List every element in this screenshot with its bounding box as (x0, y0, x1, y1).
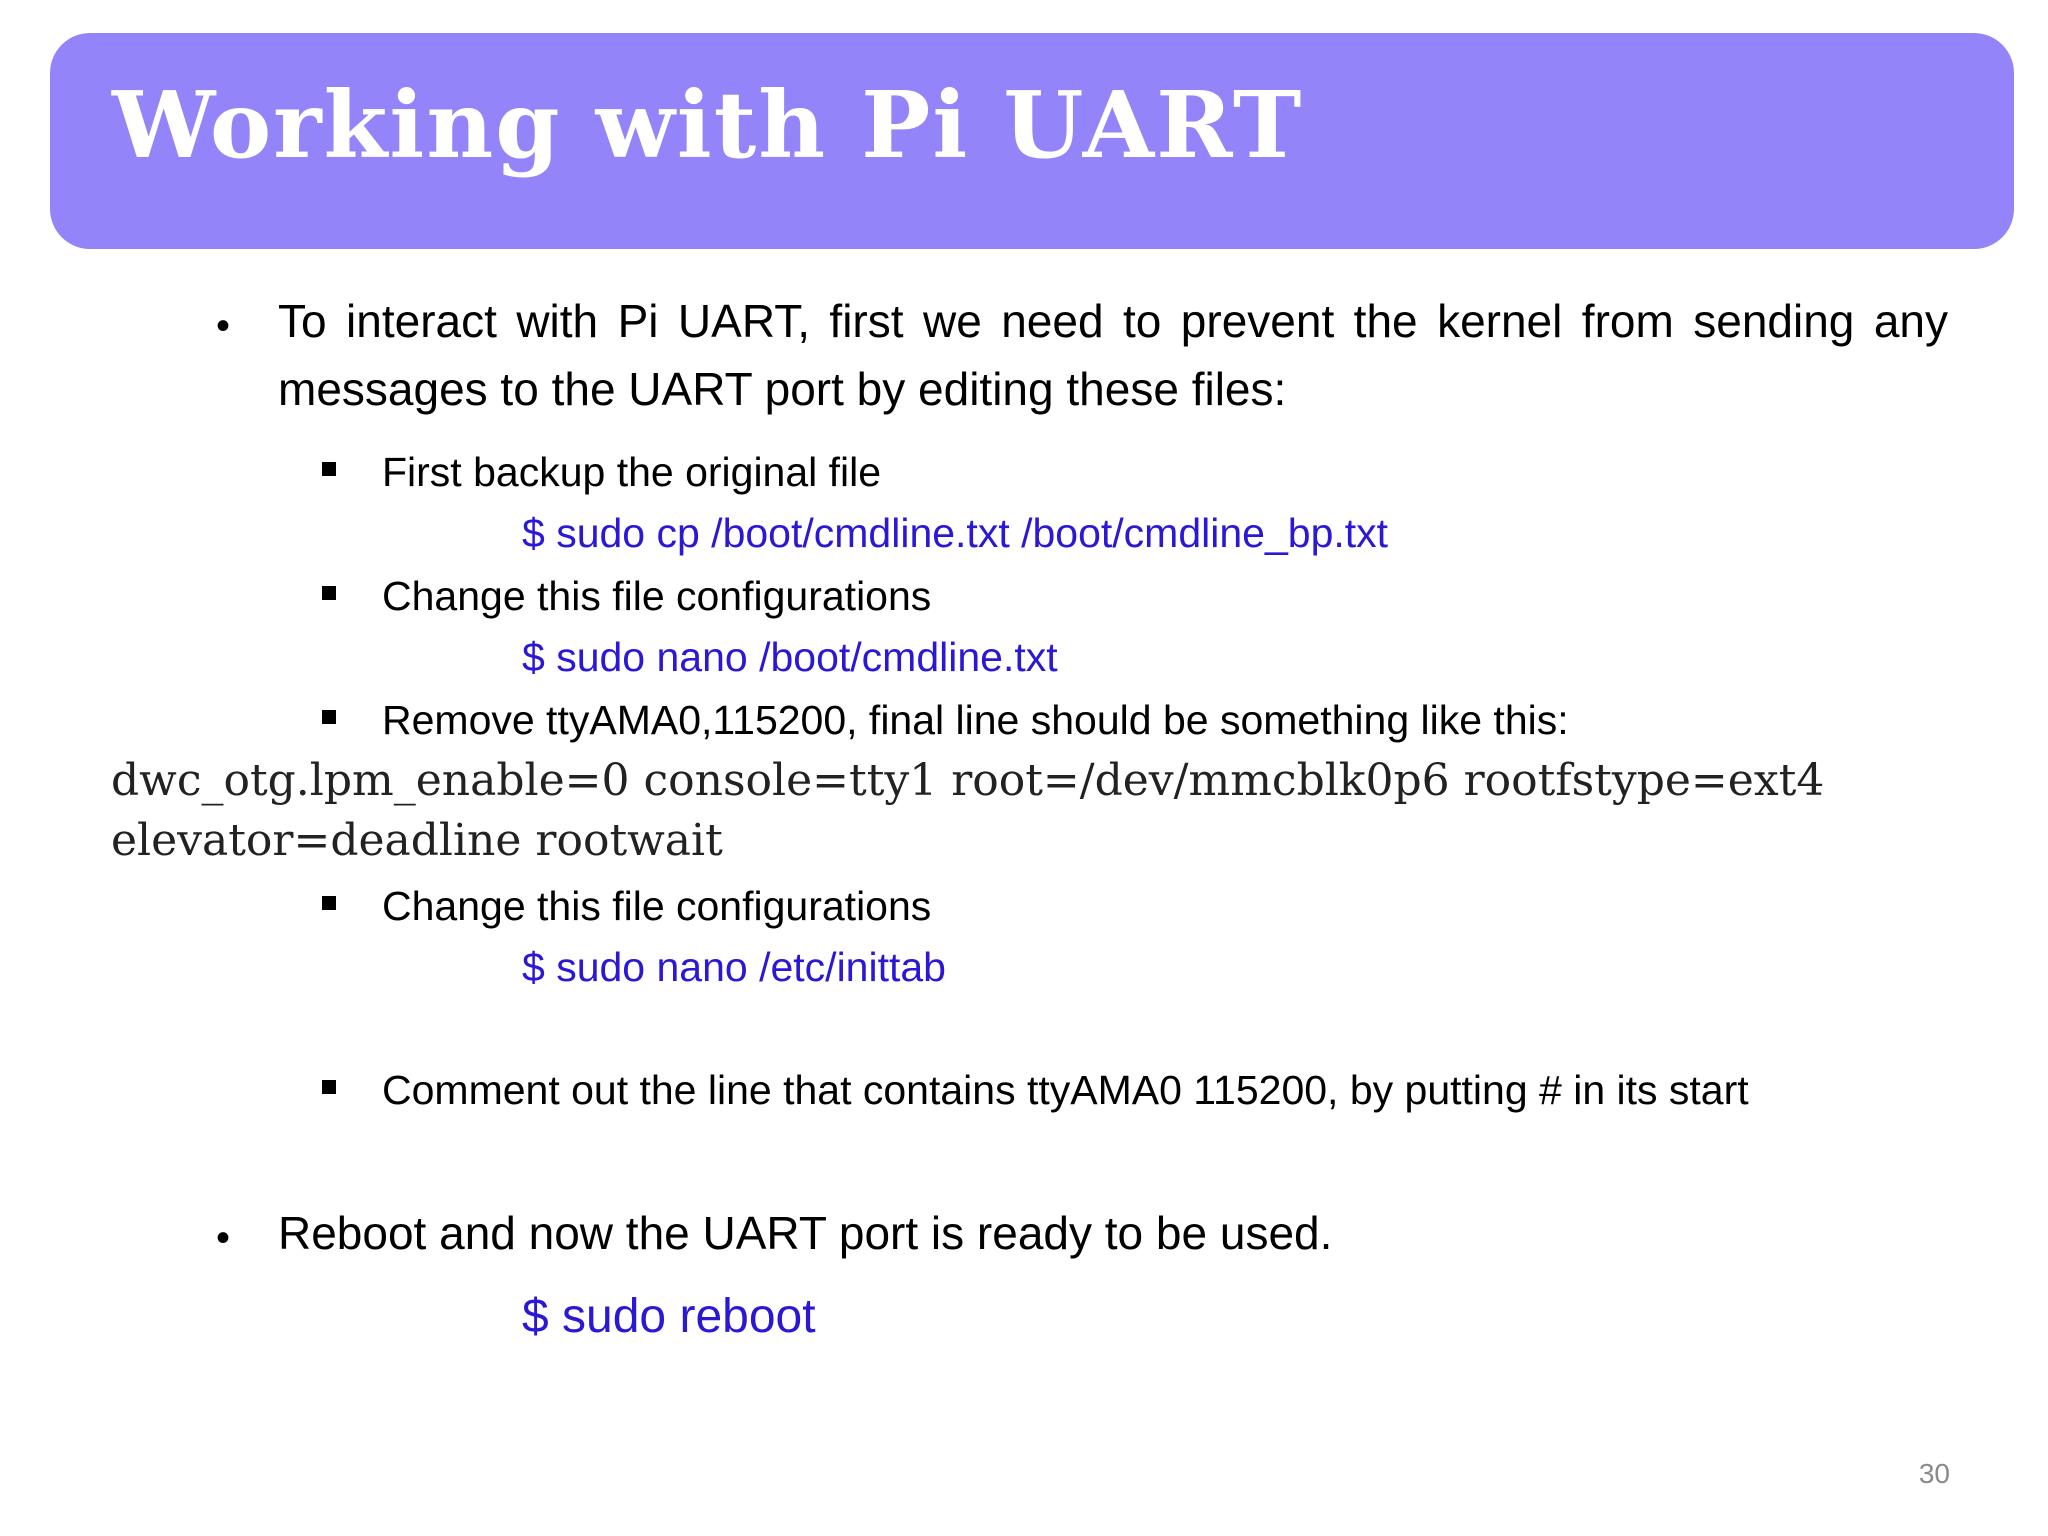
intro-bullet-text: To interact with Pi UART, first we need to prevent the kernel from sending any messages to the UART port by editing these files: (278, 295, 1948, 415)
page-number: 30 (1918, 1458, 1950, 1489)
step-comment-out-text: Comment out the line that contains ttyAMA0 115200, by putting # in its start (382, 1067, 1749, 1113)
reboot-bullet-text: Reboot and now the UART port is ready to be used. (278, 1207, 1333, 1259)
step-remove-text: Remove ttyAMA0,115200, final line should be something like this: (382, 697, 1569, 743)
bullet-marker (216, 306, 236, 346)
command-nano-cmdline: $ sudo nano /boot/cmdline.txt (522, 634, 1058, 680)
step-change-cmdline-text: Change this file configurations (382, 573, 932, 619)
code-line-1: dwc_otg.lpm_enable=0 console=tty1 root=/dev/mmcblk0p6 rootfstype=ext4 (111, 755, 1825, 806)
sub-bullet-marker (322, 896, 336, 910)
sub-bullet-marker (322, 710, 336, 724)
command-nano-inittab: $ sudo nano /etc/inittab (522, 944, 946, 990)
sub-bullet-marker (322, 462, 336, 476)
command-reboot: $ sudo reboot (522, 1290, 816, 1343)
command-backup: $ sudo cp /boot/cmdline.txt /boot/cmdline_bp.txt (522, 510, 1389, 556)
bullet-marker (216, 1218, 236, 1258)
title-bar (50, 33, 2014, 249)
step-change-inittab-text: Change this file configurations (382, 883, 932, 929)
code-line-2: elevator=deadline rootwait (111, 815, 723, 866)
slide-title: Working with Pi UART (112, 71, 1304, 179)
sub-bullet-marker (322, 586, 336, 600)
sub-bullet-marker (322, 1080, 336, 1094)
step-backup-text: First backup the original file (382, 449, 882, 495)
